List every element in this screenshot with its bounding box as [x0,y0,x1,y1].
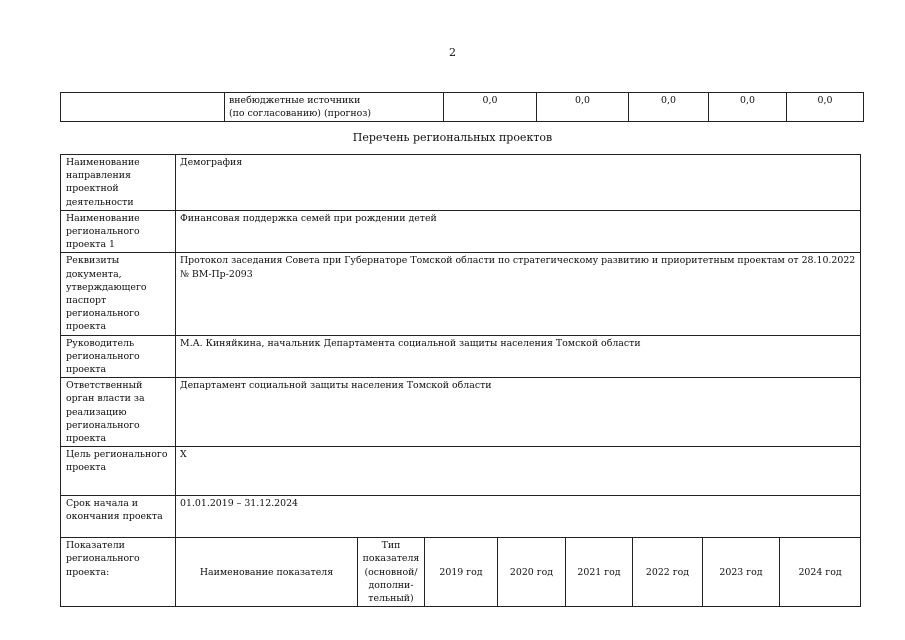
row-label: Цель регионального проекта [61,447,176,496]
indicators-label: Показатели регионального проекта: [61,538,176,607]
funding-table [60,92,864,122]
funding-source-line2: (по согласованию) (прогноз) [229,108,372,120]
row-value: Протокол заседания Совета при Губернаторе Томской области по стратегическому развитию и приоритетным проектам от 28.10.2022 № ВМ-Пр-2093 [176,253,861,335]
section-title: Перечень региональных проектов [352,131,553,144]
funding-value: 0,0 [444,93,537,122]
projects-table [60,154,861,607]
funding-value: 0,0 [537,93,629,122]
funding-value: 0,0 [787,93,864,122]
year-header: 2021 год [566,538,633,607]
year-header: 2020 год [498,538,566,607]
table-row [61,210,861,253]
indicators-header-row [61,538,861,607]
year-header: 2019 год [425,538,498,607]
row-value: Финансовая поддержка семей при рождении детей [176,210,861,253]
table-row [61,253,861,335]
funding-value: 0,0 [709,93,787,122]
row-label: Руководитель регионального проекта [61,335,176,378]
row-value: М.А. Киняйкина, начальник Департамента социальной защиты населения Томской области [176,335,861,378]
row-label: Наименование направления проектной деятельности [61,155,176,211]
table-row [61,335,861,378]
year-header: 2024 год [780,538,861,607]
indicator-name-header: Наименование показателя [176,538,358,607]
row-label: Срок начала и окончания проекта [61,496,176,538]
table-row [61,496,861,538]
row-label: Ответственный орган власти за реализацию регионального проекта [61,378,176,447]
empty-cell [61,93,225,122]
row-value: Департамент социальной защиты населения Томской области [176,378,861,447]
table-row [61,447,861,496]
row-label: Реквизиты документа, утверждающего паспорт регионального проекта [61,253,176,335]
year-header: 2023 год [703,538,780,607]
page-number: 2 [449,46,456,59]
row-value: 01.01.2019 – 31.12.2024 [176,496,861,538]
indicator-type-header: Тип показателя (основной/ дополни-тельный) [358,538,425,607]
table-row [61,155,861,211]
row-value: Демография [176,155,861,211]
funding-value: 0,0 [629,93,709,122]
year-header: 2022 год [633,538,703,607]
row-value: Х [176,447,861,496]
funding-source-label [225,93,444,122]
table-row [61,378,861,447]
funding-row [61,93,864,122]
row-label: Наименование регионального проекта 1 [61,210,176,253]
funding-source-line1: внебюджетные источники [229,95,361,106]
